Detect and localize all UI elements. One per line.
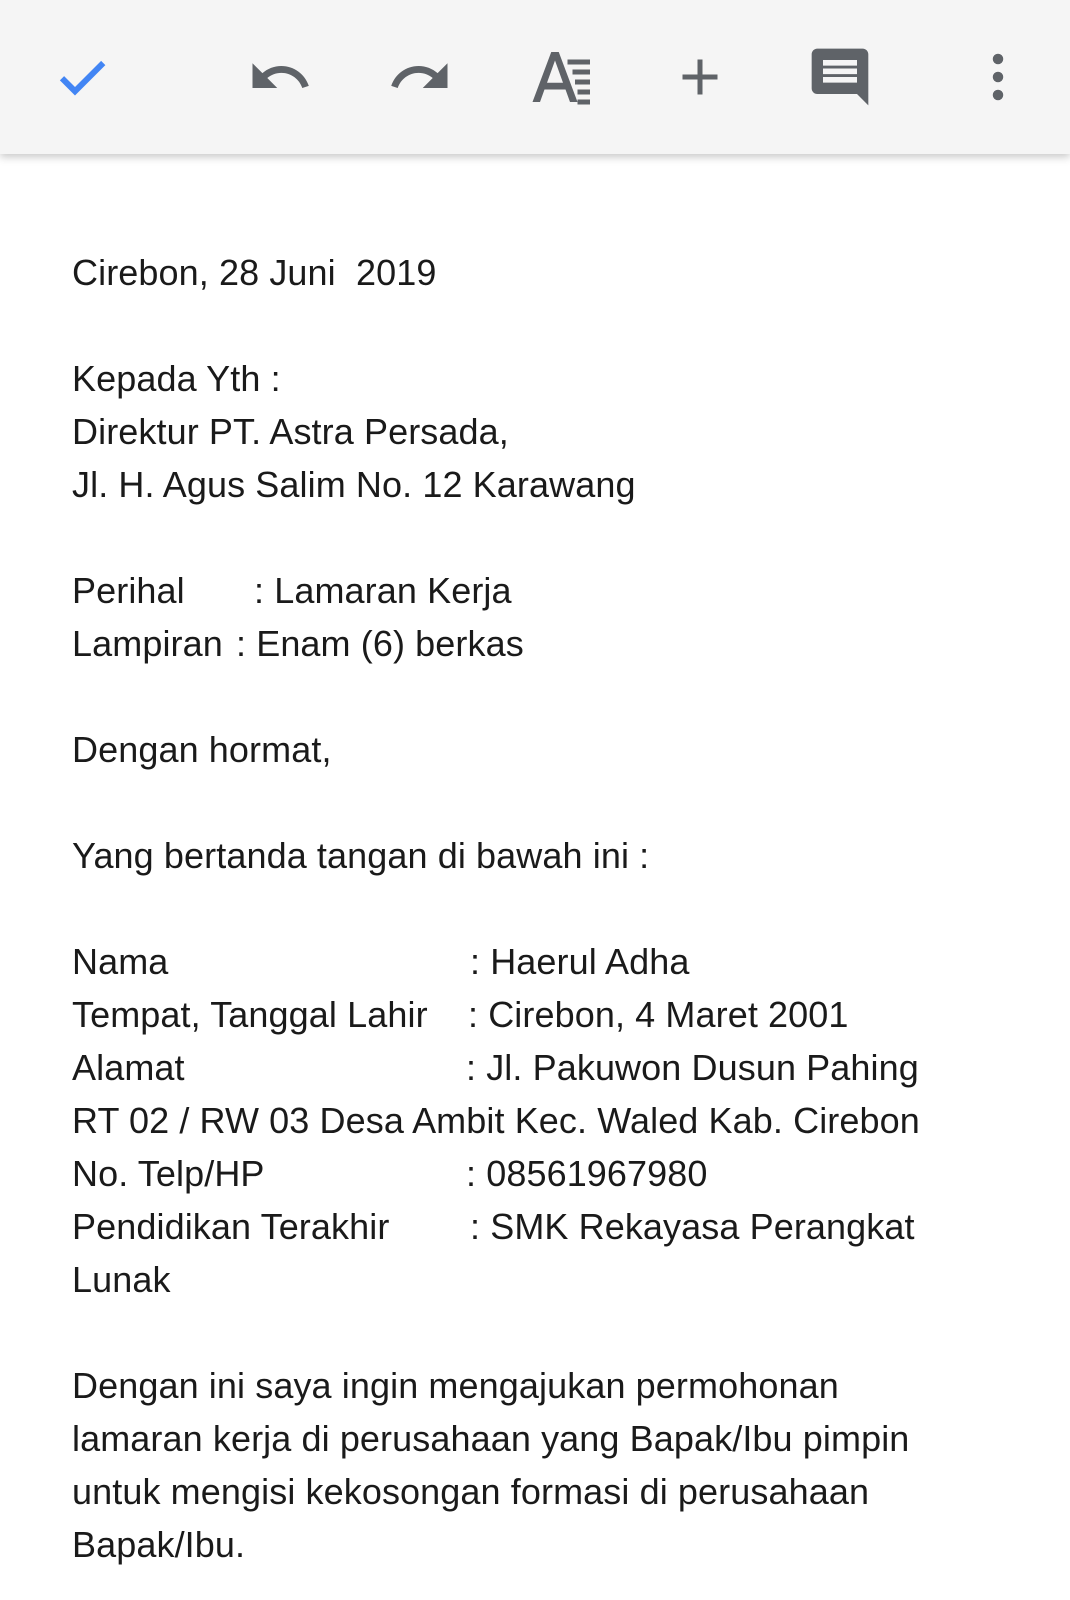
body-line: Dengan ini saya ingin mengajukan permohonan [72, 1365, 839, 1406]
perihal-row [72, 564, 1022, 617]
blank-line [72, 1306, 1022, 1359]
body-line: untuk mengisi kekosongan formasi di perusahaan [72, 1471, 870, 1512]
done-button[interactable] [32, 27, 132, 127]
intro-line: Yang bertanda tangan di bawah ini : [72, 835, 650, 876]
ttl-label: Tempat, Tanggal Lahir [72, 994, 428, 1035]
lampiran-label: Lampiran [72, 623, 223, 664]
letter-date: Cirebon, 28 Juni 2019 [72, 252, 437, 293]
pendidikan-continuation: Lunak [72, 1259, 171, 1300]
blank-line [72, 511, 1022, 564]
lampiran-value: : Enam (6) berkas [236, 623, 524, 664]
blank-line [72, 670, 1022, 723]
nama-label: Nama [72, 941, 169, 982]
alamat-continuation: RT 02 / RW 03 Desa Ambit Kec. Waled Kab. Cirebon [72, 1100, 920, 1141]
alamat-row [72, 1041, 1022, 1094]
alamat-label: Alamat [72, 1047, 185, 1088]
redo-button[interactable] [370, 27, 470, 127]
pendidikan-row [72, 1200, 1022, 1253]
recipient-address: Jl. H. Agus Salim No. 12 Karawang [72, 464, 636, 505]
alamat-value: : Jl. Pakuwon Dusun Pahing [466, 1047, 919, 1088]
blank-line [72, 882, 1022, 935]
body-line: lamaran kerja di perusahaan yang Bapak/Ibu pimpin [72, 1418, 910, 1459]
greeting: Dengan hormat, [72, 729, 332, 770]
nama-row [72, 935, 1022, 988]
telp-label: No. Telp/HP [72, 1153, 265, 1194]
text-format-button[interactable] [510, 27, 610, 127]
blank-line [72, 299, 1022, 352]
perihal-label: Perihal [72, 570, 185, 611]
nama-value: : Haerul Adha [470, 941, 690, 982]
editor-toolbar [0, 0, 1070, 154]
pendidikan-label: Pendidikan Terakhir [72, 1206, 390, 1247]
comment-button[interactable] [790, 27, 890, 127]
lampiran-row [72, 617, 1022, 670]
ttl-row [72, 988, 1022, 1041]
text-format-icon [525, 42, 595, 112]
recipient-name: Direktur PT. Astra Persada, [72, 411, 509, 452]
check-icon [52, 47, 112, 107]
more-vert-icon [968, 47, 1028, 107]
telp-value: : 08561967980 [466, 1153, 708, 1194]
telp-row [72, 1147, 1022, 1200]
blank-line [72, 776, 1022, 829]
comment-icon [806, 43, 874, 111]
plus-icon [670, 47, 730, 107]
perihal-value: : Lamaran Kerja [254, 570, 512, 611]
document-body[interactable] [72, 246, 1022, 1571]
insert-button[interactable] [650, 27, 750, 127]
body-line: Bapak/Ibu. [72, 1524, 246, 1565]
redo-icon [387, 44, 453, 110]
pendidikan-value: : SMK Rekayasa Perangkat [470, 1206, 915, 1247]
undo-icon [247, 44, 313, 110]
recipient-to: Kepada Yth : [72, 358, 281, 399]
ttl-value: : Cirebon, 4 Maret 2001 [468, 994, 849, 1035]
undo-button[interactable] [230, 27, 330, 127]
more-options-button[interactable] [948, 27, 1048, 127]
